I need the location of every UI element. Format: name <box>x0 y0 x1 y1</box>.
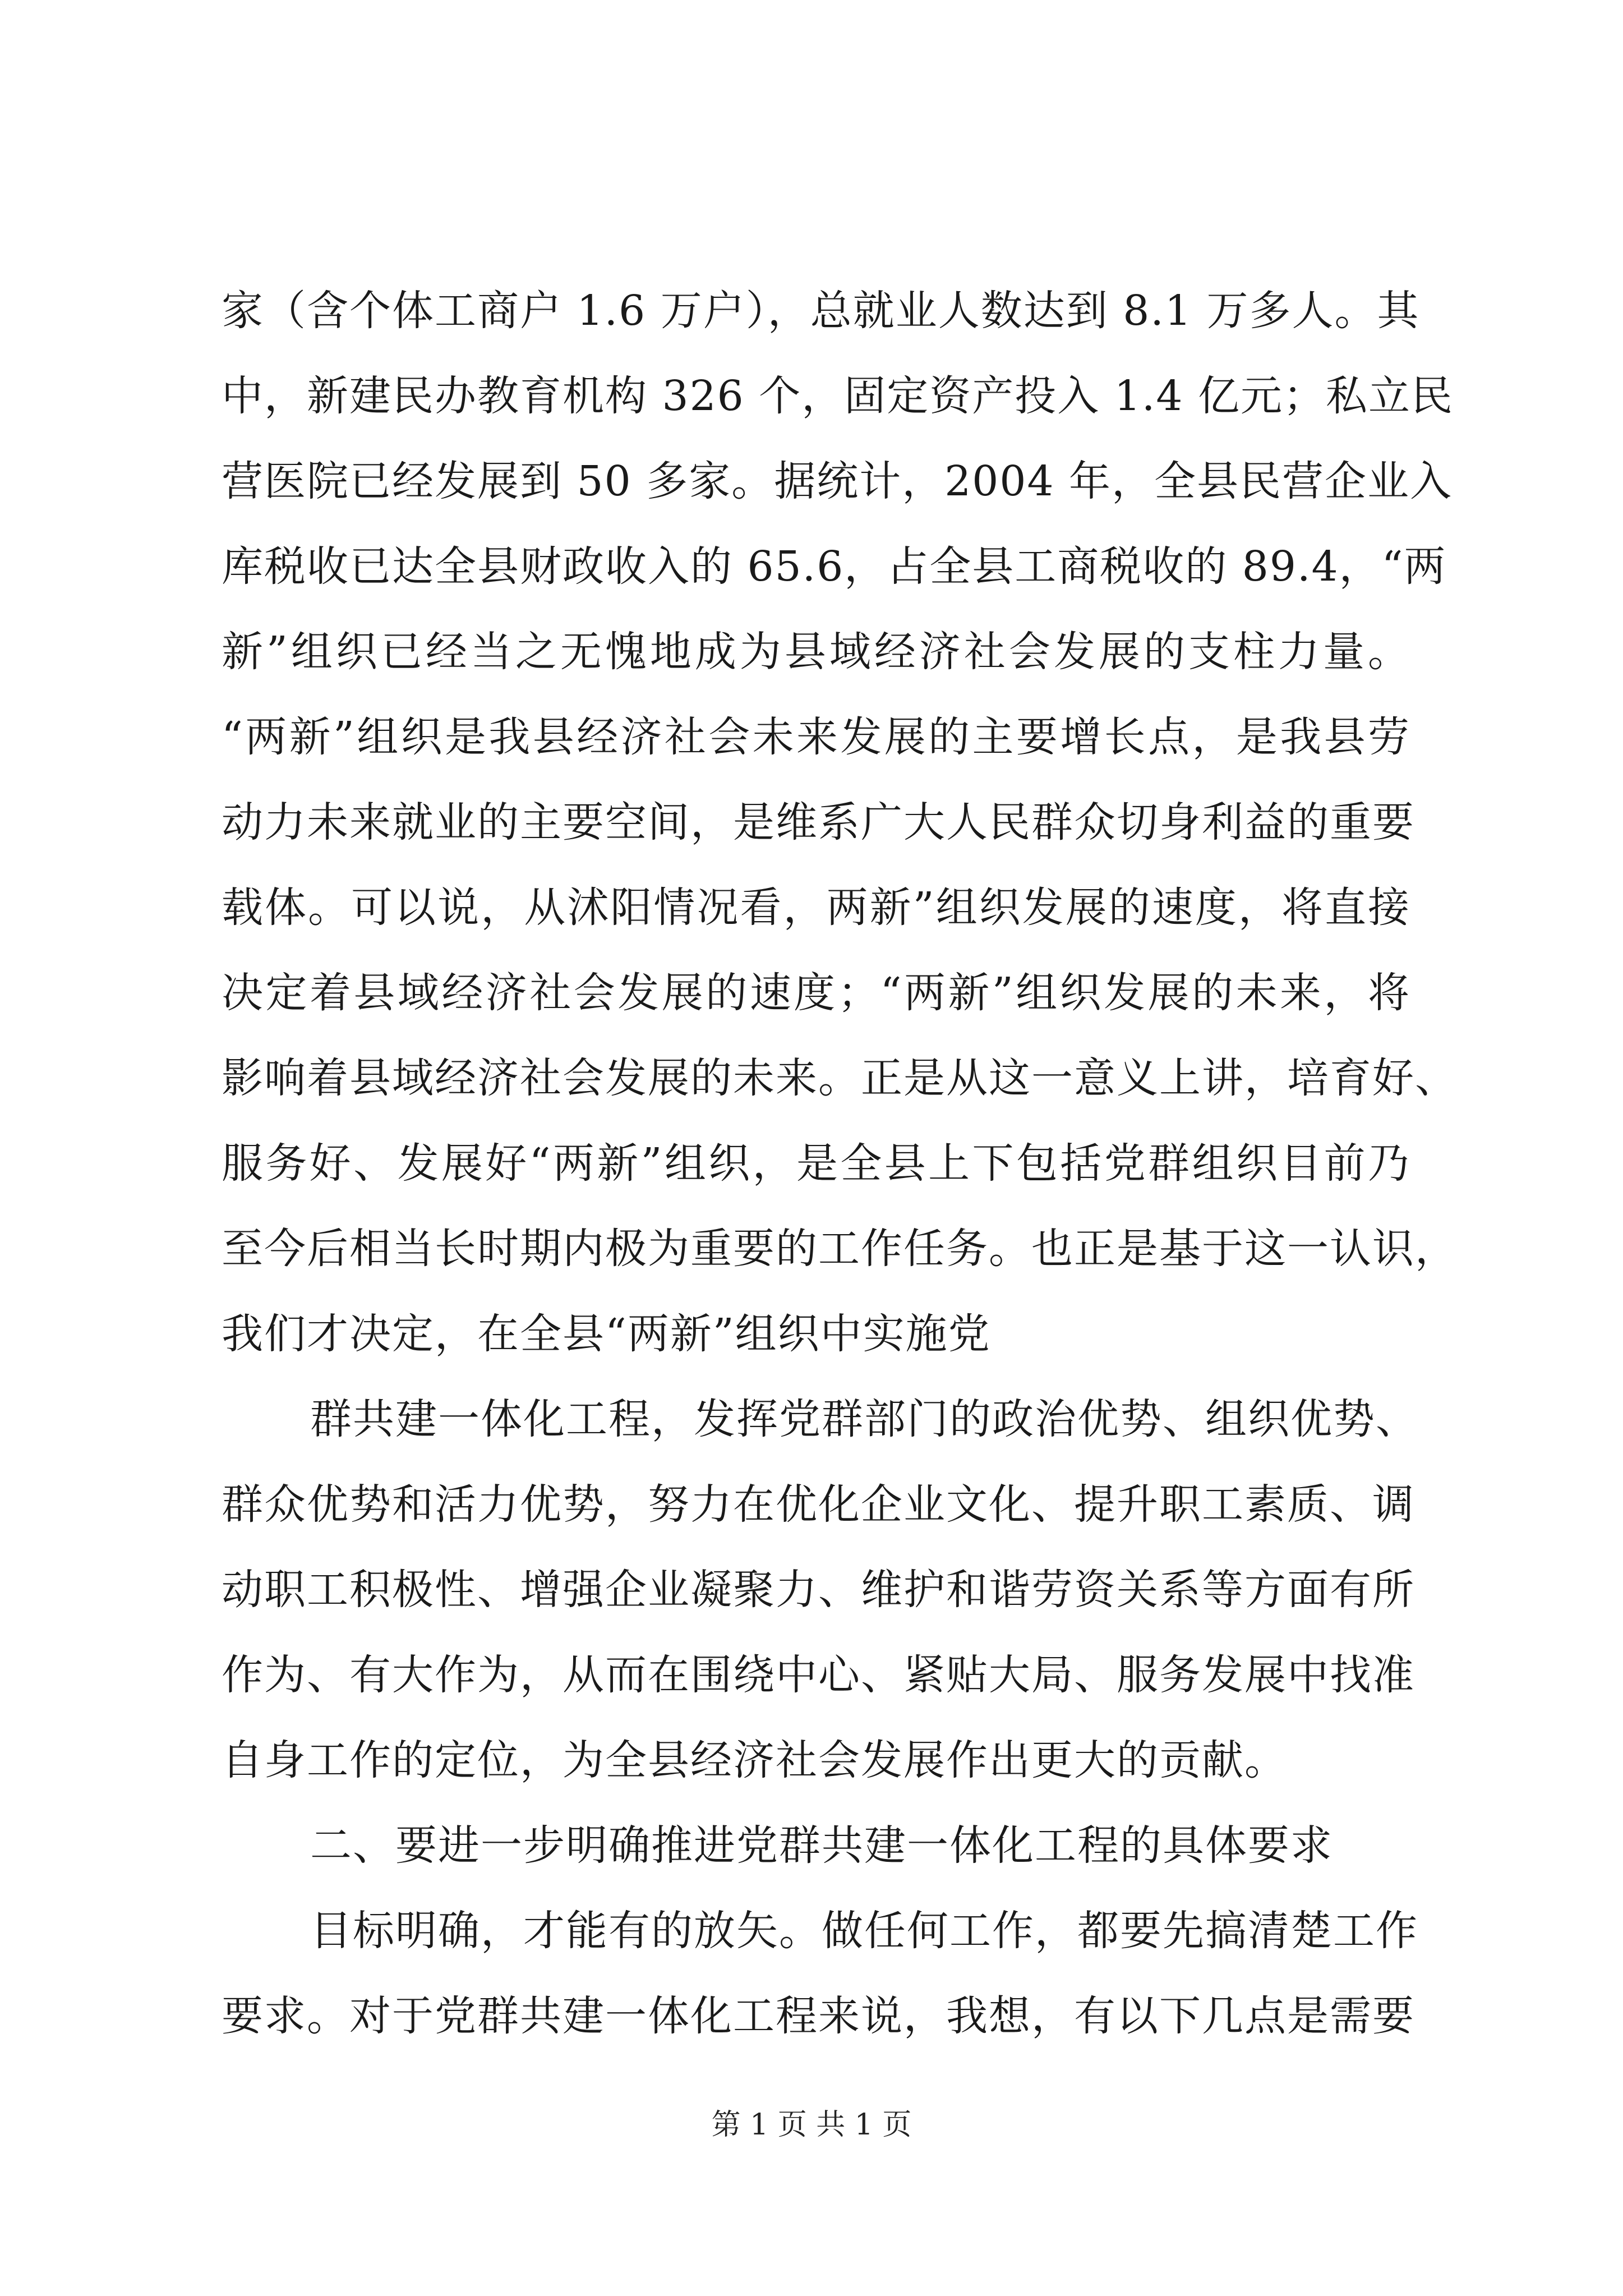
text-line: 作为、有大作为，从而在围绕中心、紧贴大局、服务发展中找准 <box>222 1651 1415 1699</box>
text-line: 决定着县域经济社会发展的速度；“两新”组织发展的未来，将 <box>222 969 1410 1017</box>
text-line: 载体。可以说，从沭阳情况看，两新”组织发展的速度，将直接 <box>222 884 1410 932</box>
text-line: 群共建一体化工程，发挥党群部门的政治优势、组织优势、 <box>310 1395 1418 1443</box>
text-line: 动力未来就业的主要空间，是维系广大人民群众切身利益的重要 <box>222 798 1415 846</box>
text-line: 库税收已达全县财政收入的 65.6，占全县工商税收的 89.4，“两 <box>222 542 1447 591</box>
text-line: 服务好、发展好“两新”组织，是全县上下包括党群组织目前乃 <box>222 1139 1410 1188</box>
text-line: 新”组织已经当之无愧地成为县域经济社会发展的支柱力量。 <box>222 628 1410 676</box>
text-line: “两新”组织是我县经济社会未来发展的主要增长点，是我县劳 <box>222 713 1410 761</box>
text-line: 动职工积极性、增强企业凝聚力、维护和谐劳资关系等方面有所 <box>222 1566 1415 1614</box>
page-number-footer: 第 1 页 共 1 页 <box>711 2108 912 2142</box>
document-body <box>222 268 1458 2059</box>
text-line: 中，新建民办教育机构 326 个，固定资产投入 1.4 亿元；私立民 <box>222 372 1454 420</box>
text-line: 目标明确，才能有的放矢。做任何工作，都要先搞清楚工作 <box>310 1907 1418 1955</box>
text-line: 要求。对于党群共建一体化工程来说，我想，有以下几点是需要 <box>222 1992 1415 2040</box>
text-line: 至今后相当长时期内极为重要的工作任务。也正是基于这一认识， <box>222 1225 1458 1273</box>
text-line: 我们才决定，在全县“两新”组织中实施党 <box>222 1310 991 1358</box>
text-line: 群众优势和活力优势，努力在优化企业文化、提升职工素质、调 <box>222 1480 1415 1529</box>
text-line: 营医院已经发展到 50 多家。据统计，2004 年，全县民营企业入 <box>222 457 1453 505</box>
text-line: 家（含个体工商户 1.6 万户），总就业人数达到 8.1 万多人。其 <box>222 287 1420 335</box>
section-heading: 二、要进一步明确推进党群共建一体化工程的具体要求 <box>310 1821 1333 1870</box>
text-line: 影响着县域经济社会发展的未来。正是从这一意义上讲，培育好、 <box>222 1054 1458 1102</box>
text-line: 自身工作的定位，为全县经济社会发展作出更大的贡献。 <box>222 1736 1287 1784</box>
